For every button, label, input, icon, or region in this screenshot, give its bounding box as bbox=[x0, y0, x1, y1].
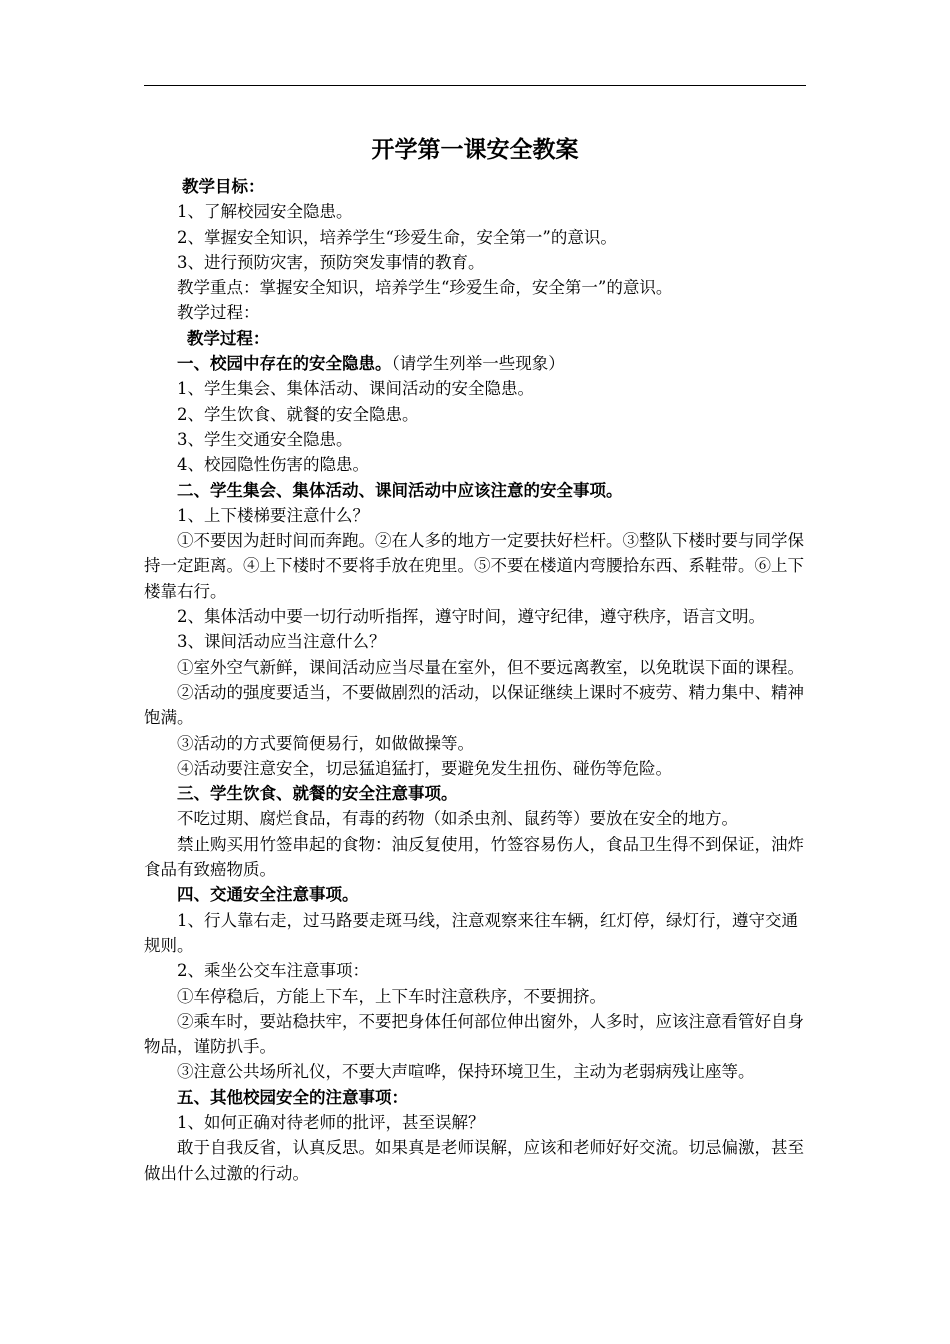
paragraph: 3、学生交通安全隐患。 bbox=[177, 429, 353, 449]
document-body bbox=[144, 174, 812, 1186]
paragraph: 教学过程： bbox=[186, 328, 270, 348]
paragraph: 教学过程： bbox=[177, 303, 260, 323]
header-rule bbox=[144, 85, 806, 86]
paragraph: 2、学生饮食、就餐的安全隐患。 bbox=[177, 404, 419, 424]
paragraph: ③注意公共场所礼仪，不要大声喧哗，保持环境卫生，主动为老弱病残让座等。 bbox=[177, 1062, 755, 1082]
paragraph: 1、学生集会、集体活动、课间活动的安全隐患。 bbox=[177, 379, 534, 399]
paragraph: ②活动的强度要适当，不要做剧烈的活动，以保证继续上课时不疲劳、精力集中、精神饱满。 bbox=[144, 682, 804, 728]
paragraph: ①不要因为赶时间而奔跑。②在人多的地方一定要扶好栏杆。③整队下楼时要与同学保持一定距离。④上下楼时不要将手放在兜里。⑤不要在楼道内弯腰拾东西、系鞋带。⑥上下楼靠右行。 bbox=[144, 531, 804, 601]
paragraph: 不吃过期、腐烂食品，有毒的药物（如杀虫剂、鼠药等）要放在安全的地方。 bbox=[177, 809, 738, 829]
paragraph: 敢于自我反省，认真反思。如果真是老师误解，应该和老师好好交流。切忌偏激，甚至做出什么过激的行动。 bbox=[144, 1138, 804, 1183]
paragraph: 三、学生饮食、就餐的安全注意事项。 bbox=[177, 784, 458, 804]
paragraph: 1、了解校园安全隐患。 bbox=[177, 202, 353, 222]
paragraph: ①车停稳后，方能上下车，上下车时注意秩序，不要拥挤。 bbox=[177, 986, 606, 1006]
paragraph: ③活动的方式要简便易行，如做做操等。 bbox=[177, 733, 474, 753]
paragraph: 1、行人靠右走，过马路要走斑马线，注意观察来往车辆，红灯停，绿灯行，遵守交通规则。 bbox=[144, 910, 798, 955]
paragraph: 3、课间活动应当注意什么？ bbox=[177, 632, 386, 652]
paragraph: 五、其他校园安全的注意事项： bbox=[177, 1087, 408, 1107]
document-title: 开学第一课安全教案 bbox=[371, 136, 579, 163]
paragraph: 2、掌握安全知识，培养学生“珍爱生命，安全第一”的意识。 bbox=[177, 227, 617, 247]
paragraph: ④活动要注意安全，切忌猛追猛打，要避免发生扭伤、碰伤等危险。 bbox=[177, 758, 672, 778]
paragraph: 二、学生集会、集体活动、课间活动中应该注意的安全事项。 bbox=[177, 480, 623, 500]
paragraph: 禁止购买用竹签串起的食物：油反复使用，竹签容易伤人，食品卫生得不到保证，油炸食品有致癌物质。 bbox=[144, 834, 804, 880]
paragraph: ②乘车时，要站稳扶牢，不要把身体任何部位伸出窗外，人多时，应该注意看管好自身物品，谨防扒手。 bbox=[144, 1011, 804, 1057]
paragraph: 4、校园隐性伤害的隐患。 bbox=[177, 455, 369, 475]
paragraph-text: （请学生列举一些现象） bbox=[391, 354, 565, 374]
paragraph: 2、乘坐公交车注意事项： bbox=[177, 961, 369, 981]
paragraph bbox=[144, 351, 812, 376]
paragraph: 教学重点：掌握安全知识，培养学生“珍爱生命，安全第一”的意识。 bbox=[177, 278, 673, 298]
paragraph: 2、集体活动中要一切行动听指挥，遵守时间，遵守纪律，遵守秩序，语言文明。 bbox=[177, 607, 765, 627]
paragraph: ①室外空气新鲜，课间活动应当尽量在室外，但不要远离教室，以免耽误下面的课程。 bbox=[177, 657, 804, 677]
paragraph: 1、上下楼梯要注意什么？ bbox=[177, 505, 369, 525]
paragraph-heading: 一、校园中存在的安全隐患。 bbox=[177, 354, 392, 374]
paragraph: 3、进行预防灾害，预防突发事情的教育。 bbox=[177, 252, 485, 272]
paragraph: 1、如何正确对待老师的批评，甚至误解？ bbox=[177, 1112, 485, 1132]
paragraph: 教学目标： bbox=[181, 177, 265, 196]
paragraph: 四、交通安全注意事项。 bbox=[177, 885, 359, 905]
